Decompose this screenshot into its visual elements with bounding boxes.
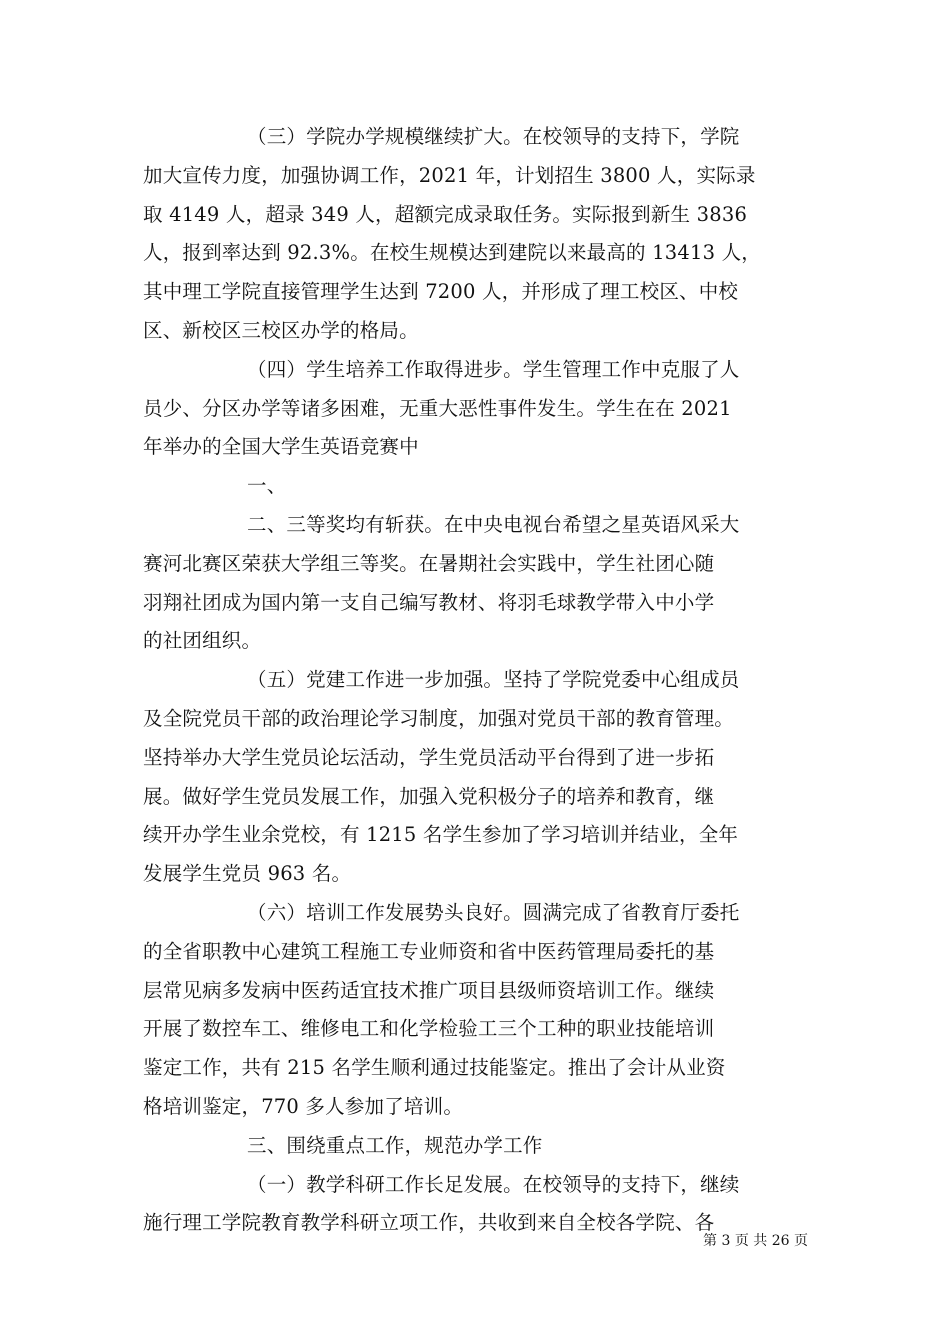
paragraph-line: 人，报到率达到 92.3%。在校生规模达到建院以来最高的 13413 人，	[143, 241, 761, 265]
paragraph-line: 续开办学生业余党校，有 1215 名学生参加了学习培训并结业，全年	[143, 823, 739, 847]
paragraph-line: （四）学生培养工作取得进步。学生管理工作中克服了人	[247, 357, 740, 381]
paragraph-line: 发展学生党员 963 名。	[143, 862, 352, 886]
paragraph-line: 区、新校区三校区办学的格局。	[143, 318, 419, 342]
paragraph-line: （五）党建工作进一步加强。坚持了学院党委中心组成员	[247, 668, 740, 692]
paragraph-line: 赛河北赛区荣获大学组三等奖。在暑期社会实践中，学生社团心随	[143, 551, 715, 575]
paragraph-line: 的全省职教中心建筑工程施工专业师资和省中医药管理局委托的基	[143, 939, 715, 963]
page-number: 第 3 页 共 26 页	[703, 1233, 808, 1249]
paragraph-line: 格培训鉴定，770 多人参加了培训。	[143, 1094, 464, 1118]
paragraph-line: 员少、分区办学等诸多困难，无重大恶性事件发生。学生在在 2021	[143, 396, 732, 420]
paragraph-line: 年举办的全国大学生英语竞赛中	[143, 435, 419, 459]
paragraph-line: 二、三等奖均有斩获。在中央电视台希望之星英语风采大	[247, 512, 740, 536]
paragraph-line: 层常见病多发病中医药适宜技术推广项目县级师资培训工作。继续	[143, 978, 715, 1002]
paragraph-line: 加大宣传力度，加强协调工作，2021 年，计划招生 3800 人，实际录	[143, 163, 756, 187]
paragraph-line: 展。做好学生党员发展工作，加强入党积极分子的培养和教育，继	[143, 784, 715, 808]
paragraph-line: 坚持举办大学生党员论坛活动，学生党员活动平台得到了进一步拓	[143, 745, 715, 769]
paragraph-line: （一）教学科研工作长足发展。在校领导的支持下，继续	[247, 1172, 740, 1196]
paragraph-line: 鉴定工作，共有 215 名学生顺利通过技能鉴定。推出了会计从业资	[143, 1056, 726, 1080]
paragraph-line: 的社团组织。	[143, 629, 262, 653]
paragraph-line: （三）学院办学规模继续扩大。在校领导的支持下，学院	[247, 125, 740, 148]
paragraph-line: 及全院党员干部的政治理论学习制度，加强对党员干部的教育管理。	[143, 706, 735, 730]
document-body	[143, 118, 808, 1243]
paragraph-line: 一、	[247, 474, 287, 498]
paragraph-line: 施行理工学院教育教学科研立项工作，共收到来自全校各学院、各	[143, 1211, 715, 1235]
paragraph-line: （六）培训工作发展势头良好。圆满完成了省教育厅委托	[247, 900, 740, 924]
paragraph-line: 开展了数控车工、维修电工和化学检验工三个工种的职业技能培训	[143, 1017, 715, 1041]
paragraph-line: 取 4149 人，超录 349 人，超额完成录取任务。实际报到新生 3836	[143, 202, 748, 226]
section-heading: 三、围绕重点工作，规范办学工作	[247, 1133, 543, 1157]
paragraph-line: 其中理工学院直接管理学生达到 7200 人，并形成了理工校区、中校	[143, 280, 739, 304]
paragraph-line: 羽翔社团成为国内第一支自己编写教材、将羽毛球教学带入中小学	[143, 590, 715, 614]
